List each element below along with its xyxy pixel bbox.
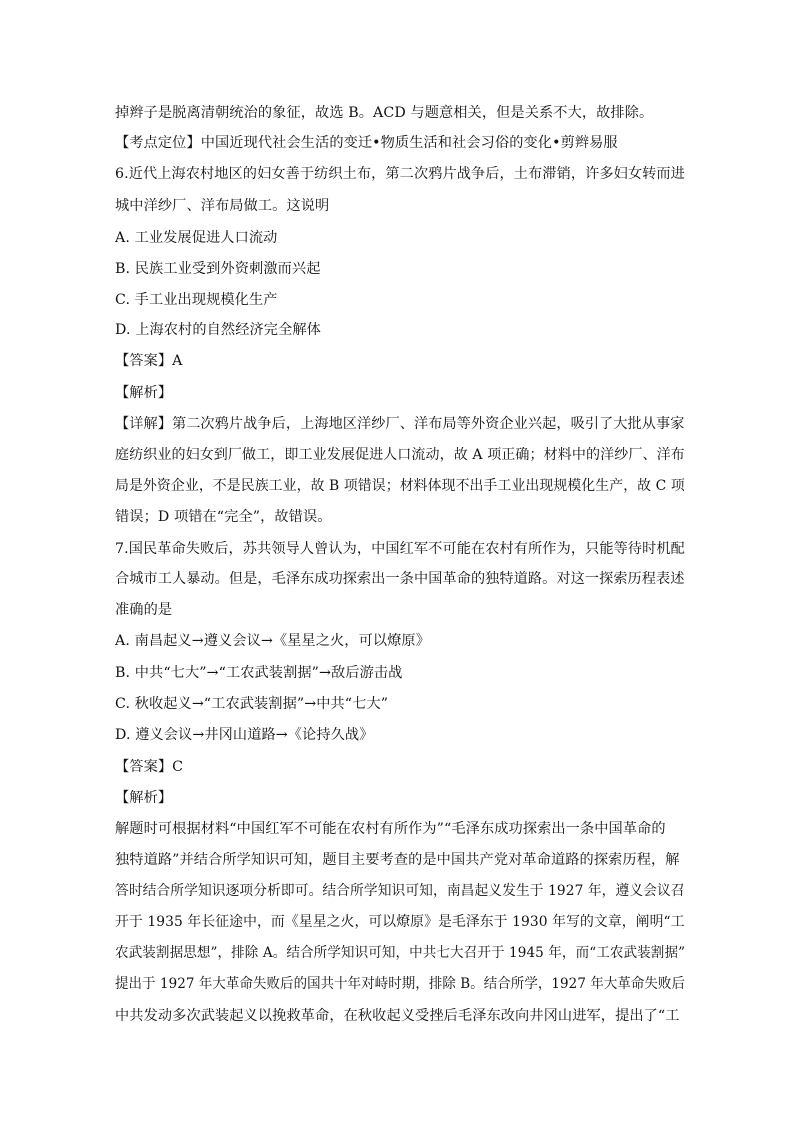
analysis-text: 【详解】第二次鸦片战争后，上海地区洋纱厂、洋布局等外资企业兴起，吸引了大批从事家 bbox=[115, 416, 685, 432]
analysis-text: 农武装割据思想”，排除 A。结合所学知识可知，中共七大召开于 1945 年，而“工农武装割据” bbox=[115, 945, 686, 961]
analysis-text: 局是外资企业，不是民族工业，故 B 项错误；材料体现不出手工业出现规模化生产，故 C 项 bbox=[115, 478, 685, 494]
analysis-text: 中共发动多次武装起义以挽救革命，在秋收起义受挫后毛泽东改向井冈山进军，提出了“工 bbox=[115, 1008, 680, 1024]
analysis-text: 独特道路”并结合所学知识可知，题目主要考查的是中国共产党对革命道路的探索历程，解 bbox=[115, 852, 680, 868]
option-c: C. 秋收起义→“工农武装割据”→中共“七大” bbox=[115, 696, 389, 712]
analysis-text: 庭纺织业的妇女到厂做工，即工业发展促进人口流动，故 A 项正确；材料中的洋纱厂、洋布 bbox=[115, 447, 685, 463]
analysis-label: 【解析】 bbox=[115, 385, 173, 401]
analysis-text: 错误；D 项错在“完全”，故错误。 bbox=[115, 509, 332, 525]
option-d: D. 上海农村的自然经济完全解体 bbox=[115, 322, 321, 338]
analysis-label: 【解析】 bbox=[115, 790, 173, 806]
analysis-text: 解题时可根据材料“中国红军不可能在农村有所作为”“毛泽东成功探索出一条中国革命的 bbox=[115, 821, 666, 837]
text-line: 掉辫子是脱离清朝统治的象征，故选 B。ACD 与题意相关，但是关系不大，故排除。 bbox=[115, 105, 654, 121]
question-7-stem: 准确的是 bbox=[115, 602, 173, 618]
question-7-stem: 合城市工人暴动。但是，毛泽东成功探索出一条中国革命的独特道路。对这一探索历程表述 bbox=[115, 571, 685, 587]
option-d: D. 遵义会议→井冈山道路→《论持久战》 bbox=[115, 727, 374, 743]
text-line: 【考点定位】中国近现代社会生活的变迁•物质生活和社会习俗的变化•剪辫易服 bbox=[115, 135, 618, 151]
analysis-text: 提出于 1927 年大革命失败后的国共十年对峙时期，排除 B。结合所学，1927 年大革命失败后 bbox=[115, 976, 686, 992]
analysis-text: 答时结合所学知识逐项分析即可。结合所学知识可知，南昌起义发生于 1927 年，遵义会议召 bbox=[115, 883, 685, 899]
question-6-stem: 城中洋纱厂、洋布局做工。这说明 bbox=[115, 198, 330, 214]
analysis-text: 开于 1935 年长征途中，而《星星之火，可以燎原》是毛泽东于 1930 年写的文章，阐明“工 bbox=[115, 914, 685, 930]
question-6-stem: 6.近代上海农村地区的妇女善于纺织土布，第二次鸦片战争后，土布滞销，许多妇女转而进 bbox=[115, 166, 685, 182]
question-7-stem: 7.国民革命失败后，苏共领导人曾认为，中国红军不可能在农村有所作为，只能等待时机配 bbox=[115, 541, 685, 557]
option-b: B. 民族工业受到外资刺激而兴起 bbox=[115, 261, 321, 277]
answer-label: 【答案】A bbox=[115, 353, 183, 369]
option-a: A. 工业发展促进人口流动 bbox=[115, 230, 278, 246]
option-a: A. 南昌起义→遵义会议→《星星之火，可以燎原》 bbox=[115, 633, 431, 649]
option-b: B. 中共“七大”→“工农武装割据”→敌后游击战 bbox=[115, 665, 403, 681]
option-c: C. 手工业出现规模化生产 bbox=[115, 292, 278, 308]
answer-label: 【答案】C bbox=[115, 759, 184, 775]
